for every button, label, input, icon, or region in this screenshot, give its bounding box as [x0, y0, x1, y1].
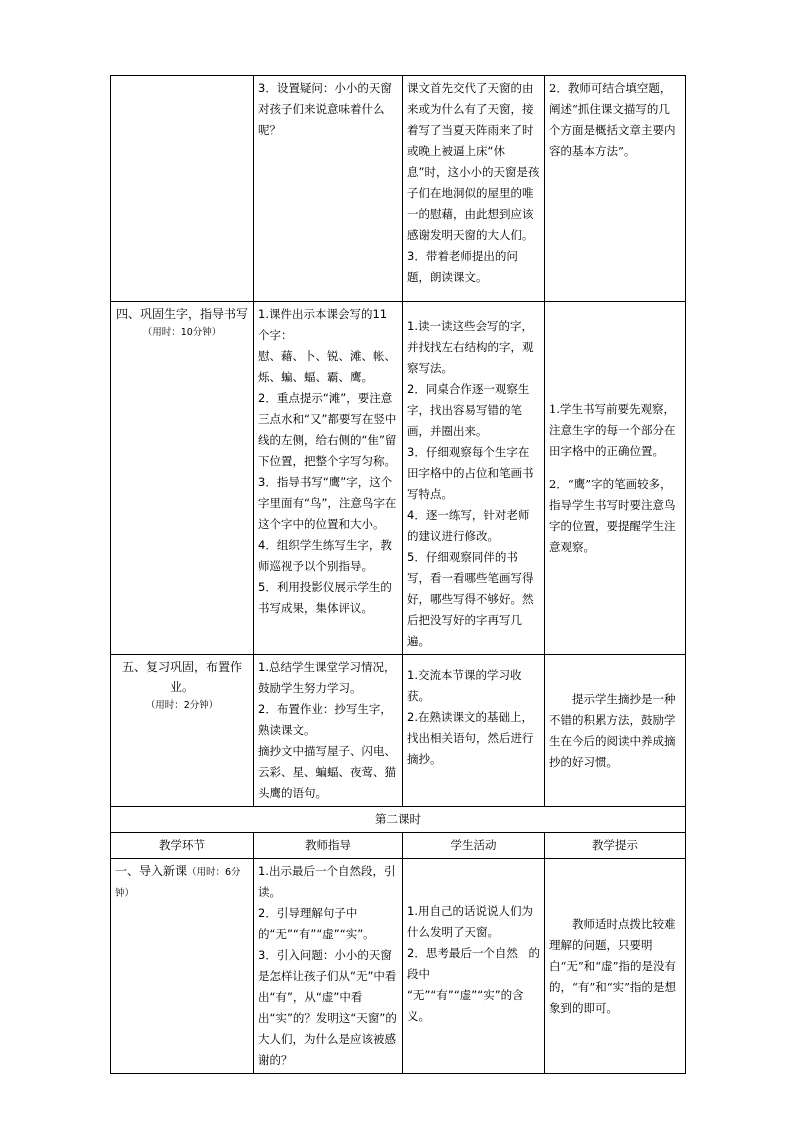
teacher-step: 1.总结学生课堂学习情况，鼓励学生努力学习。 [258, 660, 396, 695]
teacher-step: 3．引入问题：小小的天窗是怎样让孩子们从“无”中看出“有”，从“虚”中看出“实”的？发明这“天窗”的大人们，为什么是应该被感谢的？ [258, 948, 397, 1067]
stage-title: 五、复习巩固，布置作业。 [121, 660, 242, 694]
hint-text: 教师适时点拨比较难理解的问题，只要明白“无”和“虚”指的是没有的，“有”和“实”指的是想象到的即可。 [549, 916, 677, 1015]
teacher-step: 摘抄文中描写屋子、闪电、云彩、星、蝙蝠、夜莺、猫头鹰的语句。 [258, 744, 396, 800]
teacher-step: 1.课件出示本课会写的11个字： [258, 307, 388, 342]
student-step: 3．仔细观察每个生字在田字格中的占位和笔画书写特点。 [407, 445, 534, 501]
teacher-step: 4．组织学生练写生字，教师巡视予以个别指导。 [258, 538, 392, 573]
stage-cell [111, 859, 254, 1074]
stage-cell [111, 302, 254, 655]
stage-title: 四、巩固生字，指导书写 [115, 307, 248, 321]
teaching-hint-cell [545, 76, 686, 302]
teacher-step: 3．指导书写“鹰”字，这个字里面有“鸟”，注意鸟字在这个字中的位置和大小。 [258, 475, 397, 531]
stage-title: 一、导入新课 [115, 864, 188, 878]
student-activity-cell [403, 859, 545, 1074]
teacher-guidance-cell [254, 76, 403, 302]
hint-text: 1.学生书写前要先观察，注意生字的每一个部分在田字格中的正确位置。 [549, 401, 676, 458]
stage-cell [111, 76, 254, 302]
student-step: 2．同桌合作逐一观察生字，找出容易写错的笔画，并圈出来。 [407, 382, 530, 438]
student-step: “无”“有”“虚”“实”的含义。 [407, 988, 524, 1023]
column-header: 教学提示 [545, 833, 686, 859]
table-row [111, 76, 686, 302]
student-step: 4．逐一练写，针对老师的建议进行修改。 [407, 508, 530, 543]
teaching-hint-cell [545, 655, 686, 807]
section-title: 第二课时 [111, 807, 686, 833]
teacher-step: 1.出示最后一个自然段，引读。 [258, 864, 396, 899]
student-step: 2.在熟读课文的基础上，找出相关语句，然后进行摘抄。 [407, 710, 534, 766]
student-step: 课文首先交代了天窗的由来或为什么有了天窗，接着写了当夏天阵雨来了时或晚上被逼上床“休息”时，这小小的天窗是孩子们在地洞似的屋里的唯一的慰藉，由此想到应该感谢发明天窗的大人们。 [407, 81, 540, 242]
table-row [111, 655, 686, 807]
student-step-part: 的 [528, 946, 540, 960]
teacher-step: 2．重点提示“滩”，要注意三点水和“又”都要写在竖中线的左侧，给右侧的“隹”留下位置，把整个字写匀称。 [258, 391, 397, 468]
stage-time: （用时：10分钟） [142, 327, 222, 338]
student-step [407, 943, 540, 985]
table-row [111, 302, 686, 655]
teacher-step: 2．布置作业：抄写生字，熟读课文。 [258, 702, 392, 737]
column-header: 教师指导 [254, 833, 403, 859]
teacher-step: 慰、藉、卜、锐、滩、帐、烁、蝙、蝠、霸、鹰。 [258, 349, 396, 384]
hint-text: 提示学生摘抄是一种不错的积累方法，鼓励学生在今后的阅读中养成摘抄的好习惯。 [549, 691, 676, 769]
column-header: 教学环节 [111, 833, 254, 859]
table-row [111, 807, 686, 833]
teacher-guidance-cell [254, 859, 403, 1074]
teacher-step: 5．利用投影仪展示学生的书写成果，集体评议。 [258, 580, 392, 615]
student-step: 1.用自己的话说说人们为什么发明了天窗。 [407, 904, 533, 939]
student-activity-cell [403, 76, 545, 302]
teacher-step: 3．设置疑问：小小的天窗对孩子们来说意味着什么呢？ [258, 81, 392, 137]
teacher-step: 2．引导理解句子中的“无”“有”“虚”“实”。 [258, 906, 375, 941]
stage-time: （用时：2分钟） [145, 700, 219, 711]
table-row [111, 859, 686, 1074]
lesson-plan-table [110, 75, 686, 1074]
student-step: 5．仔细观察同伴的书写，看一看哪些笔画写得好，哪些写得不够好。然后把没写好的字再写几遍。 [407, 550, 534, 648]
stage-time: （用时：6分钟） [115, 867, 241, 899]
student-step: 1.读一读这些会写的字，并找找左右结构的字，观察写法。 [407, 319, 534, 375]
student-activity-cell [403, 302, 545, 655]
student-activity-cell [403, 655, 545, 807]
teacher-guidance-cell [254, 302, 403, 655]
student-step-part: 2．思考最后一个自然段中 [407, 946, 518, 981]
student-step: 3．带着老师提出的问题，朗读课文。 [407, 249, 518, 284]
table-header-row [111, 833, 686, 859]
hint-text: 2．教师可结合填空题，阐述“抓住课文描写的几个方面是概括文章主要内容的基本方法”。 [549, 81, 676, 158]
teaching-hint-cell [545, 302, 686, 655]
teacher-guidance-cell [254, 655, 403, 807]
student-step: 1.交流本节课的学习收获。 [407, 668, 522, 703]
stage-cell [111, 655, 254, 807]
hint-text: 2．“鹰”字的笔画较多，指导学生书写时要注意鸟字的位置，要提醒学生注意观察。 [549, 476, 676, 554]
column-header: 学生活动 [403, 833, 545, 859]
teaching-hint-cell [545, 859, 686, 1074]
